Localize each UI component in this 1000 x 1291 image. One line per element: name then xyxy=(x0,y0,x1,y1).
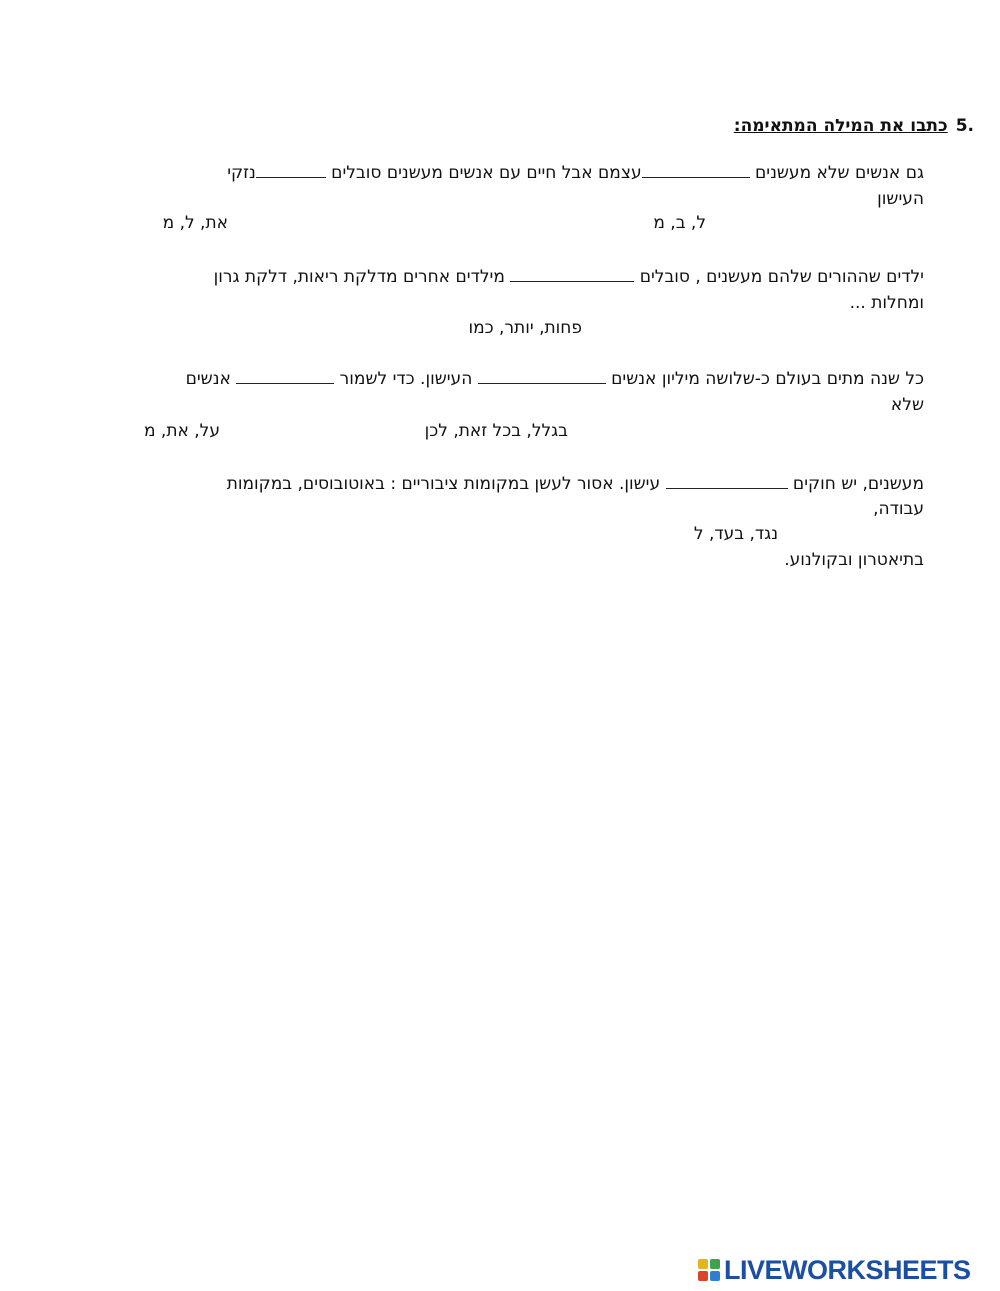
options-2: פחות, יותר, כמו xyxy=(468,318,582,338)
liveworksheets-logo xyxy=(698,1255,971,1285)
sentence-4-line-3: בתיאטרון ובקולנוע. xyxy=(784,550,924,570)
sentence-4-line-2: עבודה, xyxy=(873,499,924,519)
answer-blank[interactable] xyxy=(510,267,634,282)
answer-blank[interactable] xyxy=(256,163,326,178)
sentence-2-line-1: ילדים שההורים שלהם מעשנים , סובלים מילדים אחרים מדלקת ריאות, דלקת גרון xyxy=(213,267,924,287)
options-1a: ל, ב, מ xyxy=(653,213,706,233)
sentence-1-line-2: העישון xyxy=(877,189,924,209)
answer-blank[interactable] xyxy=(642,163,750,178)
sentence-3-line-2: שלא xyxy=(890,395,924,415)
brand-name: LIVEWORKSHEETS xyxy=(724,1255,971,1285)
sentence-4-line-1: מעשנים, יש חוקים עישון. אסור לעשן במקומות ציבוריים : באוטובוסים, במקומות xyxy=(226,474,924,494)
exercise-number: .5 xyxy=(955,116,974,136)
options-3a: בגלל, בכל זאת, לכן xyxy=(424,421,568,441)
exercise-title-text: כתבו את המילה המתאימה: xyxy=(733,116,948,136)
answer-blank[interactable] xyxy=(236,369,334,384)
sentence-3-line-1: כל שנה מתים בעולם כ-שלושה מיליון אנשים העישון. כדי לשמור אנשים xyxy=(185,369,924,389)
options-4: נגד, בעד, ל xyxy=(693,524,778,544)
liveworksheets-logo-icon xyxy=(698,1259,720,1281)
answer-blank[interactable] xyxy=(478,369,606,384)
sentence-1-line-1: גם אנשים שלא מעשנים עצמם אבל חיים עם אנשים מעשנים סובלים נזקי xyxy=(227,163,924,183)
options-3b: על, את, מ xyxy=(143,421,220,441)
exercise-title xyxy=(734,116,974,136)
options-1b: את, ל, מ xyxy=(162,213,228,233)
sentence-2-line-2: ומחלות ... xyxy=(849,293,924,313)
answer-blank[interactable] xyxy=(666,474,788,489)
